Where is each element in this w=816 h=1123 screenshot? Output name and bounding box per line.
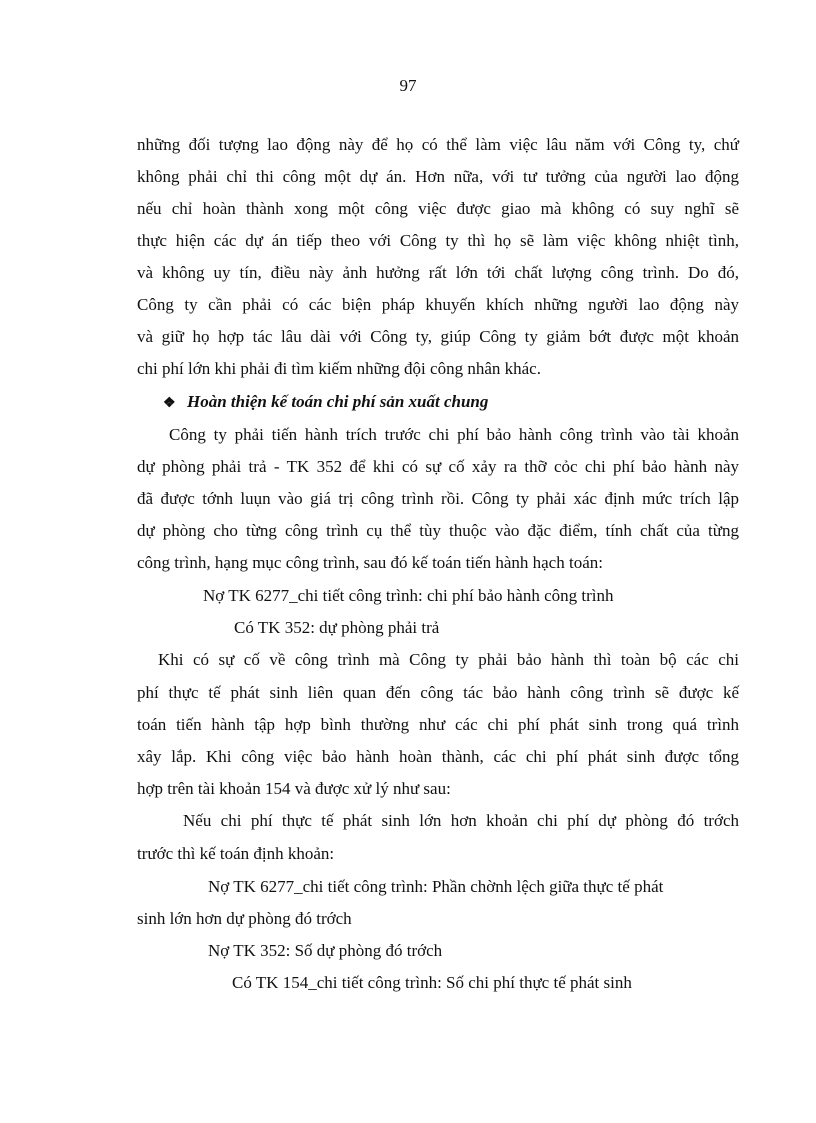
paragraph-line: và giữ họ hợp tác lâu dài với Công ty, giúp Công ty giảm bớt được một khoản [137,327,739,346]
paragraph-line: không phải chỉ thi công một dự án. Hơn nữa, với tư tưởng của người lao động [137,167,739,186]
paragraph-line: trước thì kế toán định khoản: [137,844,335,863]
section-heading [163,390,488,416]
diamond-bullet-icon: ❖ [163,396,176,411]
journal-entry-credit: Có TK 154_chi tiết công trình: Số chi phí thực tế phát sinh [232,973,632,992]
section-heading-text: Hoàn thiện kế toán chi phí sản xuất chung [187,392,489,411]
journal-entry-debit: Nợ TK 6277_chi tiết công trình: chi phí bảo hành công trình [203,586,614,605]
paragraph-line: dự phòng cho từng công trình cụ thể tùy thuộc vào đặc điểm, tính chất của từng [137,521,739,540]
paragraph-line: Công ty cần phải có các biện pháp khuyến khích những người lao động này [137,295,739,314]
paragraph-line: hợp trên tài khoản 154 và được xử lý như sau: [137,779,451,798]
paragraph-line: xây lắp. Khi công việc bảo hành hoàn thành, các chi phí phát sinh được tổng [137,747,739,766]
paragraph-line: phí thực tế phát sinh liên quan đến công tác bảo hành công trình sẽ được kế [137,683,739,702]
paragraph-line: đã được tớnh luụn vào giá trị công trình rồi. Công ty phải xác định mức trích lập [137,489,739,508]
paragraph-line: chi phí lớn khi phải đi tìm kiếm những đội công nhân khác. [137,359,541,378]
paragraph-line: công trình, hạng mục công trình, sau đó kế toán tiến hành hạch toán: [137,553,603,572]
paragraph-line: nếu chỉ hoàn thành xong một công việc được giao mà không có suy nghĩ sẽ [137,199,739,218]
paragraph-line: những đối tượng lao động này để họ có thể làm việc lâu năm với Công ty, chứ [137,135,739,154]
journal-entry-debit: Nợ TK 352: Số dự phòng đó trớch [208,941,443,960]
journal-entry-credit: Có TK 352: dự phòng phải trả [234,618,440,637]
page-number: 97 [399,76,417,95]
paragraph-line: dự phòng phải trả - TK 352 để khi có sự cố xảy ra thỡ cỏc chi phí bảo hành này [137,457,739,476]
journal-entry-debit: Nợ TK 6277_chi tiết công trình: Phần chờnh lệch giữa thực tế phát [208,877,664,896]
paragraph-line: Khi có sự cố về công trình mà Công ty phải bảo hành thì toàn bộ các chi [158,650,739,669]
journal-entry-debit-continued: sinh lớn hơn dự phòng đó trớch [137,909,352,928]
paragraph-line: Công ty phải tiến hành trích trước chi phí bảo hành công trình vào tài khoản [169,425,739,444]
paragraph-line: toán tiến hành tập hợp bình thường như các chi phí phát sinh trong quá trình [137,715,739,734]
paragraph-line: Nếu chi phí thực tế phát sinh lớn hơn khoản chi phí dự phòng đó trớch [183,811,739,830]
paragraph-line: thực hiện các dự án tiếp theo với Công ty thì họ sẽ làm việc không nhiệt tình, [137,231,739,250]
paragraph-line: và không uy tín, điều này ảnh hưởng rất lớn tới chất lượng công trình. Do đó, [137,263,739,282]
